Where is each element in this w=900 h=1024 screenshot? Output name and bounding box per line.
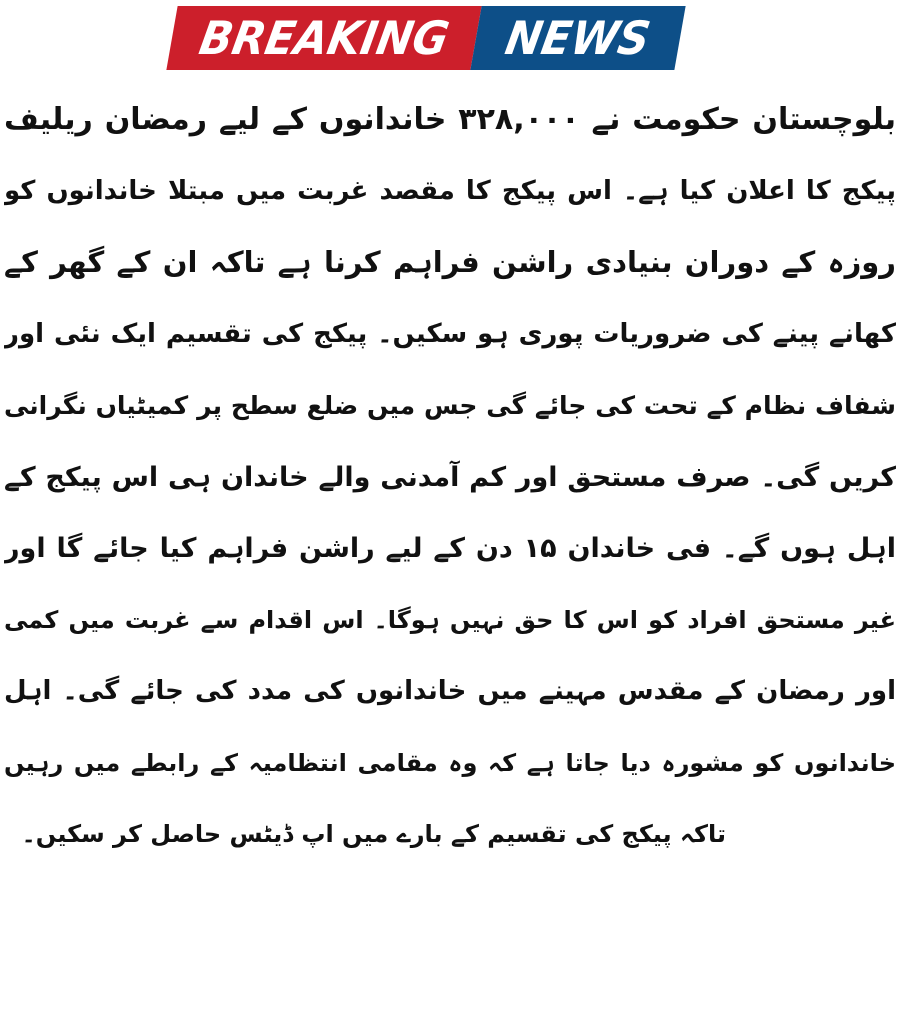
- article-line: اور رمضان کے مقدس مہینے میں خاندانوں کی مدد کی جائے گی۔ اہل: [4, 676, 896, 706]
- banner-news-block: [470, 6, 685, 70]
- article-line: کھانے پینے کی ضروریات پوری ہو سکیں۔ پیکج کی تقسیم ایک نئی اور: [4, 318, 896, 349]
- article-line: کریں گی۔ صرف مستحق اور کم آمدنی والے خاندان ہی اس پیکج کے: [4, 461, 896, 493]
- article-line: خاندانوں کو مشورہ دیا جاتا ہے کہ وہ مقامی انتظامیہ کے رابطے میں رہیں: [4, 748, 896, 777]
- article-line: شفاف نظام کے تحت کی جائے گی جس میں ضلع سطح پر کمیٹیاں نگرانی: [4, 391, 896, 420]
- article-line: بلوچستان حکومت نے ۳۲۸,۰۰۰ خاندانوں کے لیے رمضان ریلیف: [4, 102, 896, 137]
- banner-news-text: NEWS: [501, 11, 655, 65]
- banner-breaking-block: [166, 6, 481, 70]
- article-body: [4, 84, 896, 1014]
- article-line: پیکج کا اعلان کیا ہے۔ اس پیکج کا مقصد غربت میں مبتلا خاندانوں کو: [4, 175, 896, 206]
- article-line-last: تاکہ پیکج کی تقسیم کے بارے میں اپ ڈیٹس حاصل کر سکیں۔: [21, 820, 726, 848]
- breaking-news-banner: [166, 6, 685, 70]
- article-line: روزہ کے دوران بنیادی راشن فراہم کرنا ہے تاکہ ان کے گھر کے: [4, 245, 896, 279]
- banner-breaking-text: BREAKING: [195, 11, 453, 65]
- article-line: اہل ہوں گے۔ فی خاندان ۱۵ دن کے لیے راشن فراہم کیا جائے گا اور: [4, 533, 896, 564]
- article-line: غیر مستحق افراد کو اس کا حق نہیں ہوگا۔ اس اقدام سے غربت میں کمی: [4, 605, 896, 634]
